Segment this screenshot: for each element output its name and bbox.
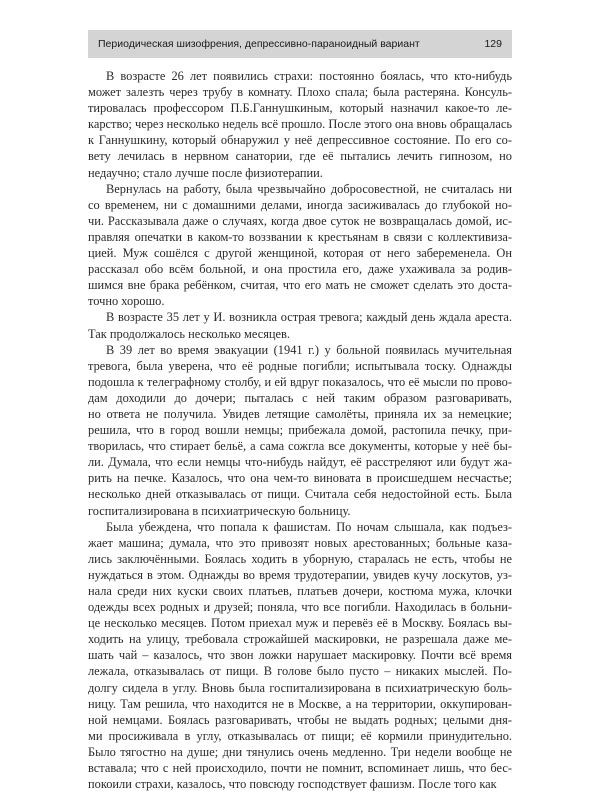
paragraph — [88, 342, 512, 519]
text-line: ми просиживала в углу, отказывалась от пищи; её кормили принудительно. — [88, 728, 512, 743]
text-line: со временем, ни с домашними делами, иногда засиживалась до глубокой но- — [88, 197, 512, 212]
text-line: шать чай – казалось, что звон ложки нарушает маскировку. Почти всё время — [88, 648, 512, 663]
text-line: подошла к телеграфному столбу, и ей вдруг показалось, что её мысли по прово- — [88, 374, 512, 389]
text-line: госпитализирована в психиатрическую больницу. — [88, 503, 351, 518]
text-line: Вернулась на работу, была чрезвычайно добросовестной, не считалась ни — [106, 181, 512, 196]
text-line: недаучно; стало лучше после физиотерапии. — [88, 165, 323, 180]
paragraph — [88, 519, 512, 792]
text-line: но ответа не получила. Увидев летящие самолёты, приняла их за немецкие; — [88, 406, 512, 421]
text-line: ной немцами. Боялась разговаривать, чтобы не выдать родных; целыми дня- — [88, 712, 512, 727]
text-line: несколько дней отказывалась от пищи. Считала себя недостойной есть. Была — [88, 487, 512, 502]
text-line: лись заключёнными. Боялась ходить в уборную, старалась не есть, чтобы не — [88, 551, 512, 566]
text-line: нуждаться в этом. Однажды во время трудотерапии, увидев кучу лоскутов, уз- — [88, 567, 512, 582]
text-line: нала среди них куски своих платьев, платьев дочери, костюма мужа, клочки — [88, 584, 512, 598]
header-title: Периодическая шизофрения, депрессивно-параноидный вариант — [98, 38, 420, 50]
text-line: Так продолжалось несколько месяцев. — [88, 326, 290, 341]
text-line: Было тягостно на душе; дни тянулись очень медленно. Три недели вообще не — [88, 744, 512, 759]
text-line: ницу. Там решила, что находится не в Москве, а на территории, оккупирован- — [88, 696, 512, 711]
text-line: долгу сидела в углу. Вновь была госпитализирована в психиатрическую боль- — [88, 680, 512, 695]
paragraph — [88, 68, 512, 181]
text-line: жает машина; думала, что это привозят новых арестованных; больные каза- — [88, 535, 512, 550]
running-header — [88, 30, 512, 58]
body-text — [88, 68, 512, 792]
text-line: цией. Муж сошёлся с другой женщиной, которая от него забеременела. Он — [88, 246, 512, 261]
text-line: це несколько месяцев. Потом приехал муж и перевёз её в Москву. Боялась вы- — [88, 616, 512, 631]
text-line: Была убеждена, что попала к фашистам. По ночам слышала, как подъез- — [106, 519, 512, 534]
text-line: В 39 лет во время эвакуации (1941 г.) у больной появилась мучительная — [106, 342, 512, 357]
text-line: тревога, была уверена, что её родные погибли; испытывала тоску. Однажды — [88, 358, 512, 373]
text-line: рить на печке. Казалось, что она чем-то виновата в происшедшем несчастье; — [88, 471, 512, 486]
text-line: дам доходили до дочери; пыталась с ней таким образом разговаривать, — [88, 390, 512, 405]
text-line: ли. Думала, что если немцы что-нибудь найдут, её расстреляют или будут жа- — [88, 455, 512, 470]
text-line: одежды всех родных и друзей; поняла, что все погибли. Находилась в больни- — [88, 600, 512, 615]
text-line: вету лечилась в нервном санатории, где её пытались лечить гипнозом, но — [88, 149, 512, 164]
text-line: В возрасте 35 лет у И. возникла острая тревога; каждый день ждала ареста. — [106, 310, 512, 325]
text-line: точно хорошо. — [88, 294, 165, 309]
text-line: карство; через несколько недель всё прошло. После этого она вновь обращалась — [88, 117, 512, 132]
paragraph — [88, 309, 512, 341]
text-line: В возрасте 26 лет появились страхи: постоянно боялась, что кто-нибудь — [106, 69, 512, 83]
paragraph — [88, 181, 512, 310]
text-line: рассказал обо всём больной, и она простила его, даже ухаживала за родив- — [88, 262, 512, 277]
text-line: чи. Рассказывала даже о случаях, когда двое суток не возвращалась домой, ис- — [88, 213, 512, 228]
text-line: лежала, отказывалась от пищи. В голове было пусто – никаких мыслей. По- — [88, 664, 512, 679]
text-line: ходить на улицу, требовала строжайшей маскировки, не разрешала даже ме- — [88, 632, 512, 647]
text-line: правляя опечатки в каком-то воззвании к крестьянам в связи с коллективиза- — [88, 229, 512, 244]
text-line: шимся вне брака ребёнком, считая, что его мать не сможет сделать это доста- — [88, 278, 512, 293]
text-line: решила, что в город вошли немцы; прибежала домой, растопила печку, при- — [88, 423, 512, 438]
page-number: 129 — [484, 38, 502, 50]
text-line: тировалась профессором П.Б.Ганнушкиным, который назначил какое-то ле- — [88, 101, 512, 116]
text-line: творилась, что стирает бельё, а сама сожгла все документы, которые у неё бы- — [88, 439, 512, 454]
text-line: может залезть через трубу в комнату. Плохо спала; была растеряна. Консуль- — [88, 85, 512, 100]
text-line: вставала; что с ней происходило, почти не помнит, вспоминает лишь, что бес- — [88, 761, 512, 776]
text-line: к Ганнушкину, который обнаружил у неё депрессивное состояние. По его со- — [88, 133, 512, 148]
text-line: покоили страхи, казалось, что повсюду господствует фашизм. После того как — [88, 777, 497, 792]
